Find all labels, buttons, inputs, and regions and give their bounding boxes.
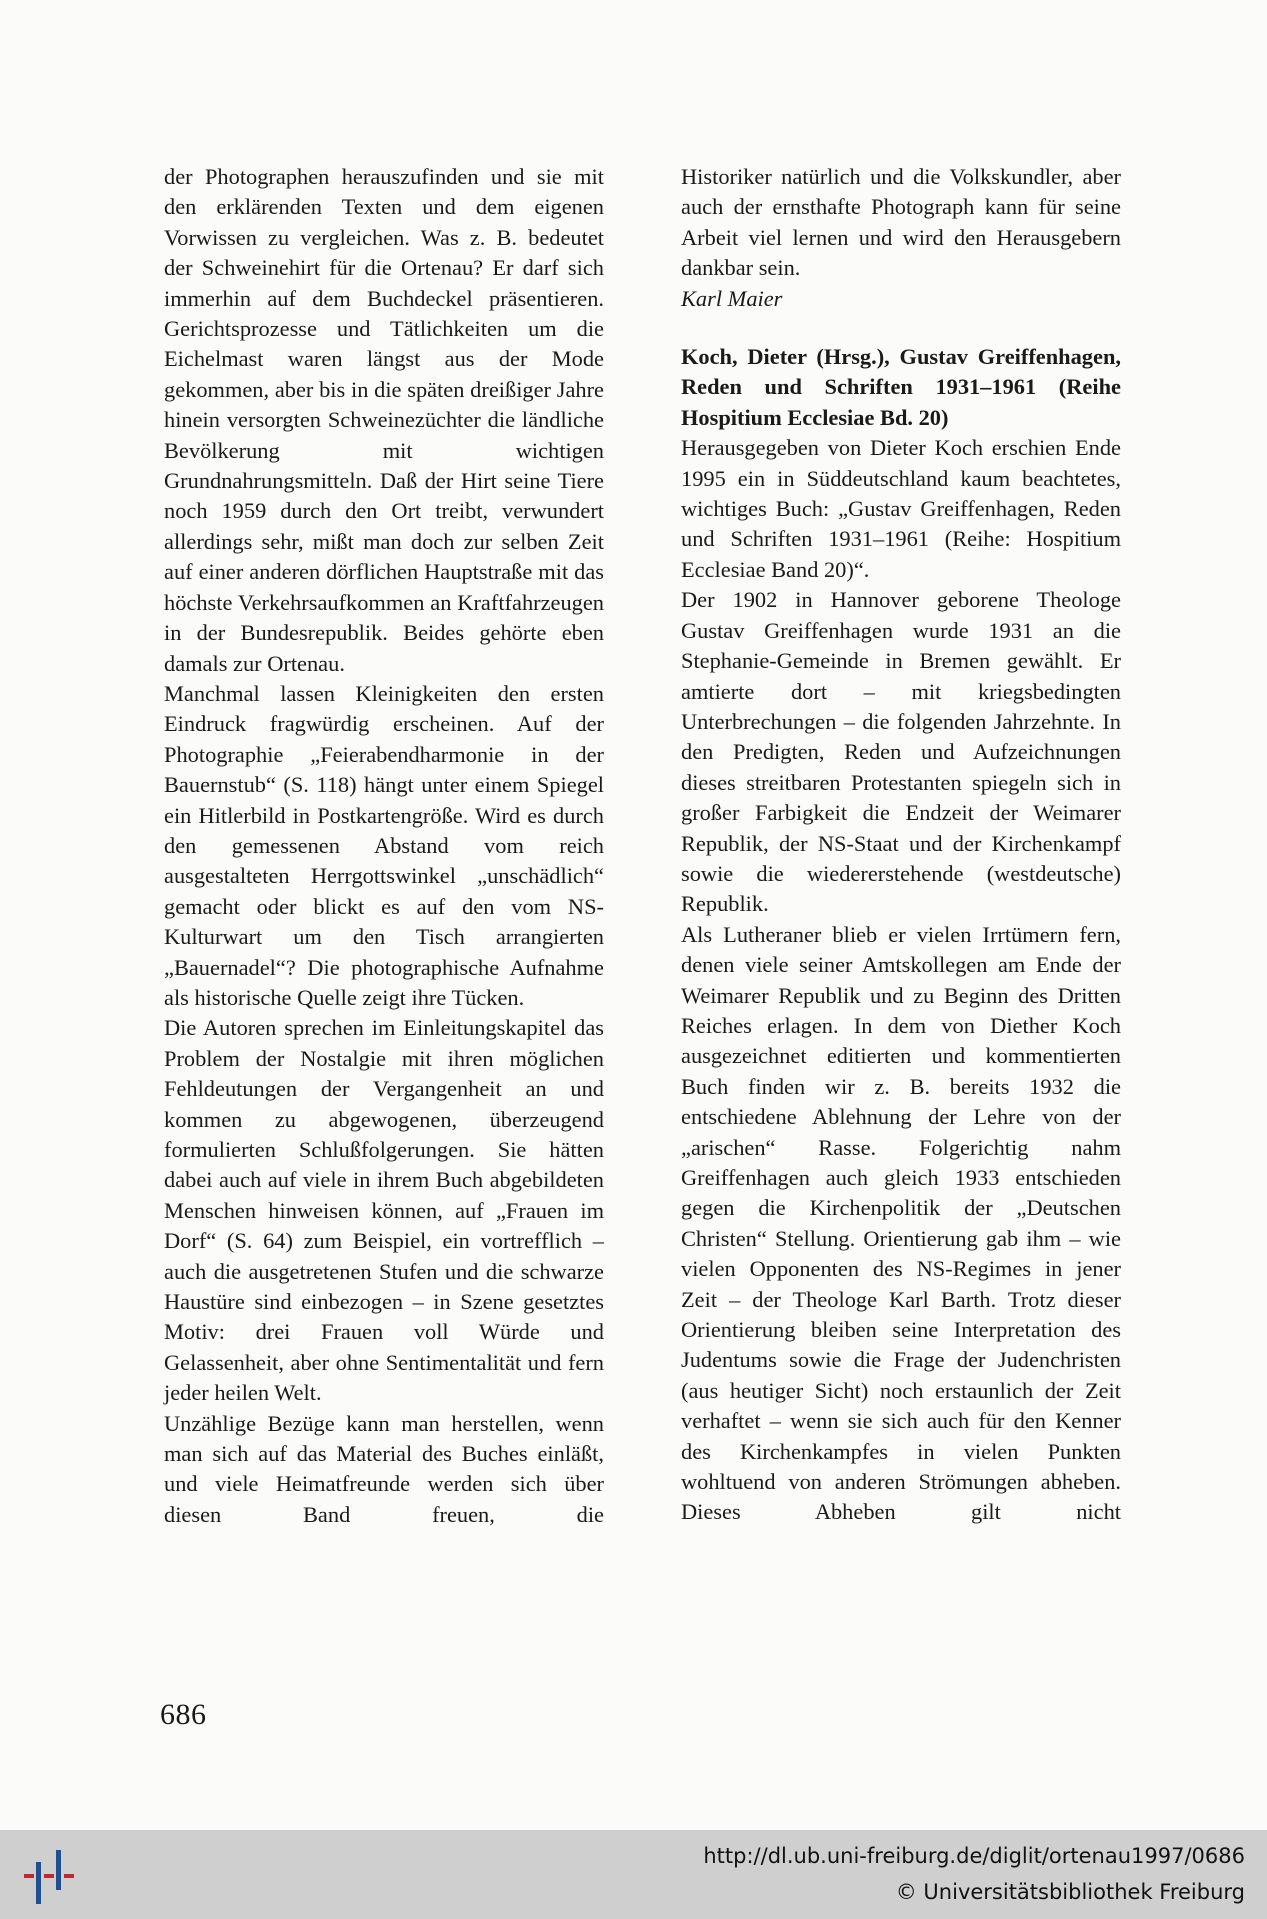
source-url-link[interactable]: http://dl.ub.uni-freiburg.de/diglit/ortenau1997/0686 xyxy=(703,1844,1245,1868)
copyright-notice: © Universitätsbibliothek Freiburg xyxy=(895,1880,1245,1904)
right-column xyxy=(681,162,1121,1528)
paragraph: Als Lutheraner blieb er vielen Irrtümern fern, denen viele seiner Amtskollegen am Ende der Weimarer Republik und zu Beginn des Dritten Reiches erlagen. In dem von Diether Koch ausgezeichnet editierten und kommentierten Buch finden wir z. B. bereits 1932 die entschiedene Ablehnung der Lehre von der „arischen“ Rasse. Folgerichtig nahm Greiffenhagen auch gleich 1933 entschieden gegen die Kirchenpolitik der „Deutschen Christen“ Stellung. Orientierung gab ihm – wie vielen Opponenten des NS-Regimes in jener Zeit – der Theologe Karl Barth. Trotz dieser Orientierung bleiben seine Interpretation des Judentums sowie die Frage der Judenchristen (aus heutiger Sicht) noch erstaunlich der Zeit verhaftet – wenn sie sich auch für den Kenner des Kirchenkampfes in vielen Punkten wohltuend von anderen Strömungen abheben. Dieses Abheben gilt nicht xyxy=(681,921,1121,1525)
paragraph: Der 1902 in Hannover geborene Theologe Gustav Greiffenhagen wurde 1931 an die Stephanie-Gemeinde in Bremen gewählt. Er amtierte dort – mit kriegsbedingten Unterbrechungen – die folgenden Jahrzehnte. In den Predigten, Reden und Aufzeichnungen dieses streitbaren Protestanten spiegeln sich in großer Farbigkeit die Endzeit der Weimarer Republik, der NS-Staat und der Kirchenkampf sowie die wiedererstehende (westdeutsche) Republik. xyxy=(681,587,1121,917)
left-column xyxy=(164,162,604,1530)
ub-freiburg-logo-icon xyxy=(18,1844,80,1906)
paragraph: Historiker natürlich und die Volkskundler, aber auch der ernsthafte Photograph kann für seine Arbeit viel lernen und wird den Herausgebern dankbar sein. xyxy=(681,164,1121,281)
page-number: 686 xyxy=(160,1698,207,1731)
paragraph: Unzählige Bezüge kann man herstellen, wenn man sich auf das Material des Buches einläßt, und viele Heimatfreunde werden sich über diesen Band freuen, die xyxy=(164,1410,604,1527)
paragraph: Die Autoren sprechen im Einleitungskapitel das Problem der Nostalgie mit ihren möglichen Fehldeutungen der Vergangenheit an und kommen zu abgewogenen, überzeugend formulierten Schlußfolgerungen. Sie hätten dabei auch auf viele in ihrem Buch abgebildeten Menschen hinweisen können, auf „Frauen im Dorf“ (S. 64) zum Beispiel, ein vortrefflich – auch die ausgetretenen Stufen und die schwarze Haustüre sind einbezogen – in Szene gesetztes Motiv: drei Frauen voll Würde und Gelassenheit, aber ohne Sentimentalität und fern jeder heilen Welt. xyxy=(164,1015,604,1406)
footer-bar xyxy=(0,1830,1267,1919)
review-author: Karl Maier xyxy=(681,285,783,311)
review-heading: Koch, Dieter (Hrsg.), Gustav Greiffenhagen, Reden und Schriften 1931–1961 (Reihe Hospitium Ecclesiae Bd. 20) xyxy=(681,344,1121,430)
paragraph: Herausgegeben von Dieter Koch erschien Ende 1995 ein in Süddeutschland kaum beachtetes, wichtiges Buch: „Gustav Greiffenhagen, Reden und Schriften 1931–1961 (Reihe: Hospitium Ecclesiae Band 20)“. xyxy=(681,435,1121,582)
paragraph: Manchmal lassen Kleinigkeiten den ersten Eindruck fragwürdig erscheinen. Auf der Photographie „Feierabendharmonie in der Bauernstub“ (S. 118) hängt unter einem Spiegel ein Hitlerbild in Postkartengröße. Wird es durch den gemessenen Abstand vom reich ausgestalteten Herrgottswinkel „unschädlich“ gemacht oder blickt es auf den vom NS-Kulturwart um den Tisch arrangierten „Bauernadel“? Die photographische Aufnahme als historische Quelle zeigt ihre Tücken. xyxy=(164,680,604,1010)
paragraph: der Photographen herauszufinden und sie mit den erklärenden Texten und dem eigenen Vorwissen zu vergleichen. Was z. B. bedeutet der Schweinehirt für die Ortenau? Er darf sich immerhin auf dem Buchdeckel präsentieren. Gerichtsprozesse und Tätlichkeiten um die Eichelmast waren längst aus der Mode gekommen, aber bis in die späten dreißiger Jahre hinein versorgten Schweinezüchter die ländliche Bevölkerung mit wichtigen Grundnahrungsmitteln. Daß der Hirt seine Tiere noch 1959 durch den Ort treibt, verwundert allerdings sehr, mißt man doch zur selben Zeit auf einer anderen dörflichen Hauptstraße mit das höchste Verkehrsaufkommen an Kraftfahrzeugen in der Bundesrepublik. Beides gehörte eben damals zur Ortenau. xyxy=(164,164,604,676)
